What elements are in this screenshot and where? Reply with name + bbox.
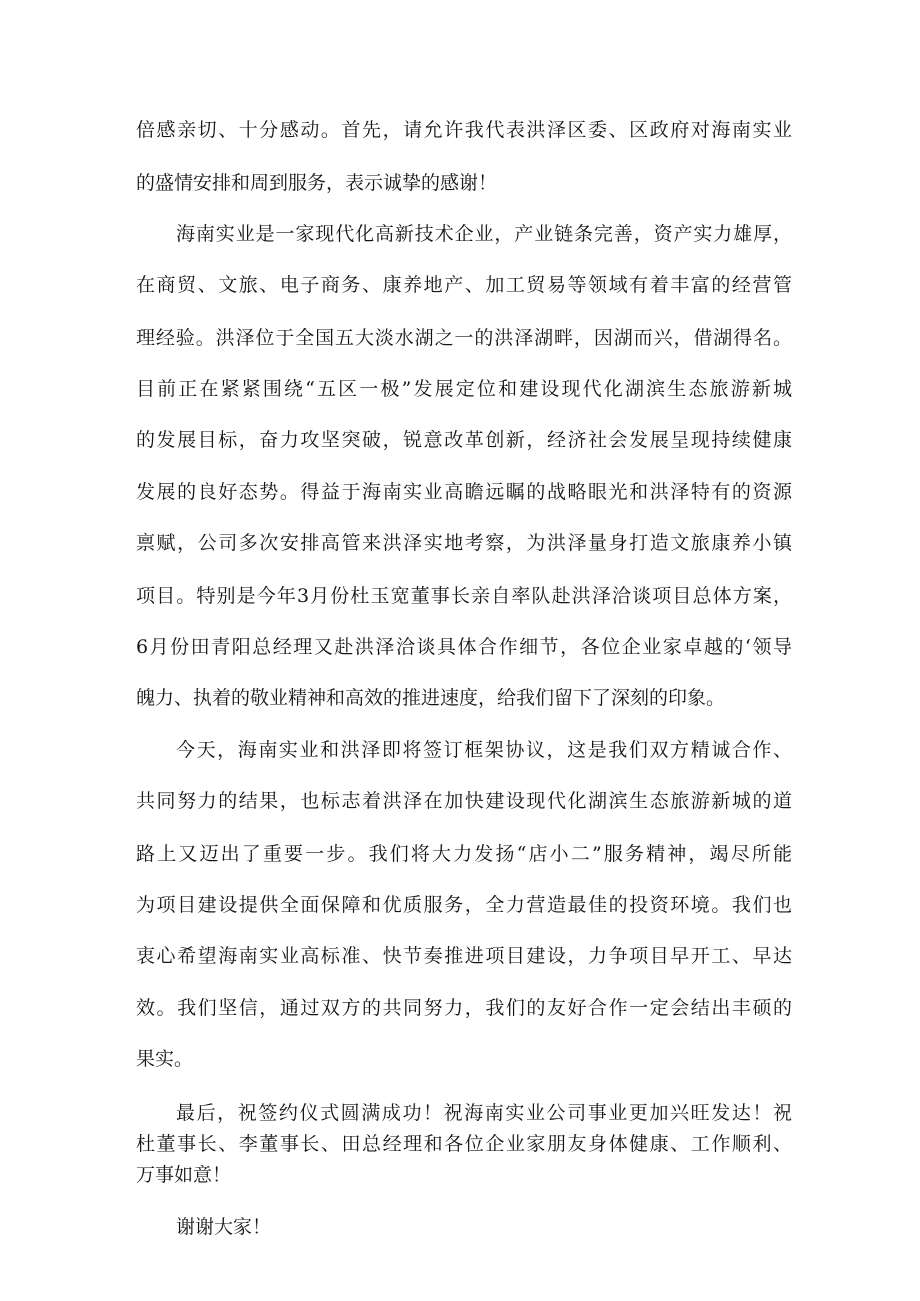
paragraph-4-line-2: 杜董事长、李董事长、田总经理和各位企业家朋友身体健康、工作顺利、: [136, 1133, 792, 1155]
paragraph-4-line-3: 万事如意！: [136, 1164, 232, 1186]
paragraph-2-line-4: 目前正在紧紧围绕“五区一极”发展定位和建设现代化湖滨生态旅游新城: [136, 378, 792, 400]
paragraph-2-line-9: 6月份田青阳总经理又赴洪泽洽谈具体合作细节，各位企业家卓越的‘领导: [136, 636, 792, 658]
paragraph-2-line-6: 发展的良好态势。得益于海南实业高瞻远瞩的战略眼光和洪泽特有的资源: [136, 481, 792, 503]
paragraph-1-line-1: 倍感亲切、十分感动。首先，请允许我代表洪泽区委、区政府对海南实业: [136, 119, 792, 141]
paragraph-2-line-1: 海南实业是一家现代化高新技术企业，产业链条完善，资产实力雄厚，: [176, 223, 792, 245]
paragraph-4-line-1: 最后，祝签约仪式圆满成功！祝海南实业公司事业更加兴旺发达！祝: [176, 1102, 792, 1124]
paragraph-3-line-3: 路上又迈出了重要一步。我们将大力发扬“店小二”服务精神，竭尽所能: [136, 843, 792, 865]
paragraph-2-line-8: 项目。特别是今年3月份杜玉宽董事长亲自率队赴洪泽洽谈项目总体方案，: [136, 585, 792, 607]
paragraph-2-line-3: 理经验。洪泽位于全国五大淡水湖之一的洪泽湖畔，因湖而兴，借湖得名。: [136, 327, 792, 349]
paragraph-3-line-6: 效。我们坚信，通过双方的共同努力，我们的友好合作一定会结出丰硕的: [136, 997, 792, 1019]
paragraph-3-line-2: 共同努力的结果，也标志着洪泽在加快建设现代化湖滨生态旅游新城的道: [136, 790, 792, 812]
paragraph-1-line-2: 的盛情安排和周到服务，表示诚挚的感谢！: [136, 172, 498, 194]
paragraph-3-line-1: 今天，海南实业和洪泽即将签订框架协议，这是我们双方精诚合作、: [176, 739, 792, 761]
paragraph-2-line-2: 在商贸、文旅、电子商务、康养地产、加工贸易等领域有着丰富的经营管: [136, 274, 792, 296]
paragraph-3-line-4: 为项目建设提供全面保障和优质服务，全力营造最佳的投资环境。我们也: [136, 894, 792, 916]
paragraph-2-line-5: 的发展目标，奋力攻坚突破，锐意改革创新，经济社会发展呈现持续健康: [136, 429, 792, 451]
paragraph-5-line-1: 谢谢大家！: [176, 1216, 272, 1238]
paragraph-2-line-10: 魄力、执着的敬业精神和高效的推进速度，给我们留下了深刻的印象。: [136, 687, 726, 709]
paragraph-3-line-7: 果实。: [136, 1048, 194, 1070]
paragraph-3-line-5: 衷心希望海南实业高标准、快节奏推进项目建设，力争项目早开工、早达: [136, 945, 792, 967]
paragraph-2-line-7: 禀赋，公司多次安排高管来洪泽实地考察，为洪泽量身打造文旅康养小镇: [136, 532, 792, 554]
